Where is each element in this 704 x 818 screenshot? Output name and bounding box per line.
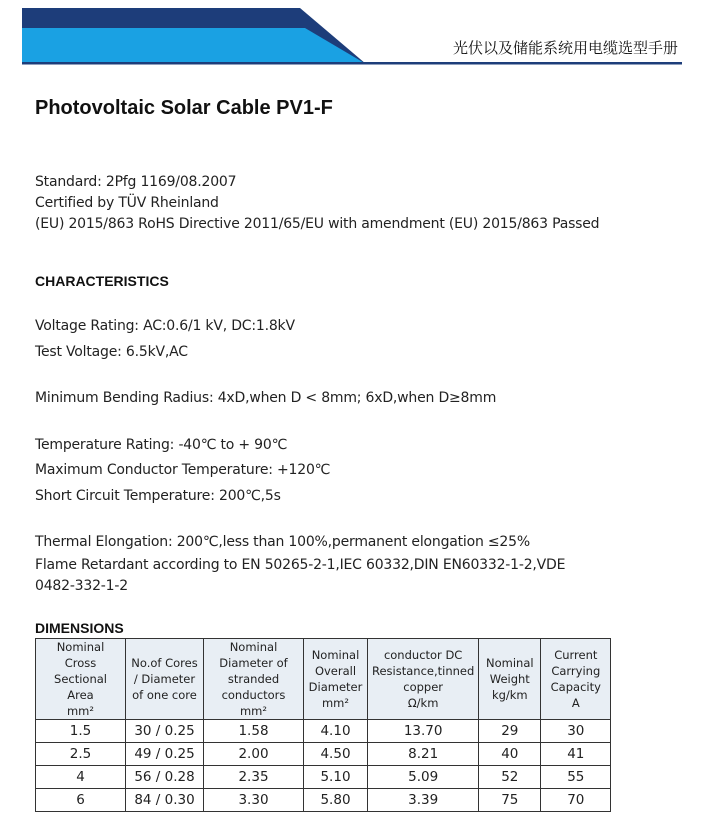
header-text-line: Weight	[489, 672, 530, 686]
header-text-line: conductor DC	[383, 648, 463, 662]
cell-conductor-diameter: 3.30	[204, 789, 304, 812]
temperature-rating: Temperature Rating: -40℃ to + 90℃	[35, 437, 288, 453]
cell-conductor-diameter: 1.58	[204, 720, 304, 743]
table-row	[36, 720, 611, 743]
header-weight	[479, 639, 541, 720]
header-cores-diameter	[126, 639, 204, 720]
header-conductor-diameter	[204, 639, 304, 720]
cell-current-capacity: 70	[541, 789, 611, 812]
header-text-line: Diameter	[308, 680, 363, 694]
header-text-line: mm²	[321, 696, 349, 710]
header-text-line: A	[571, 696, 580, 710]
cell-dc-resistance: 13.70	[368, 720, 479, 743]
voltage-rating: Voltage Rating: AC:0.6/1 kV, DC:1.8kV	[35, 318, 295, 334]
header-text-line: Ω/km	[407, 696, 439, 710]
cell-cross-section: 2.5	[36, 743, 126, 766]
table-row	[36, 766, 611, 789]
cell-current-capacity: 30	[541, 720, 611, 743]
cell-current-capacity: 41	[541, 743, 611, 766]
banner-rule	[22, 62, 682, 65]
header-dc-resistance	[368, 639, 479, 720]
rohs-line: (EU) 2015/863 RoHS Directive 2011/65/EU with amendment (EU) 2015/863 Passed	[35, 216, 600, 232]
header-text-line: Diameter of	[219, 656, 288, 670]
characteristics-heading: CHARACTERISTICS	[35, 273, 169, 289]
header-text-line: Nominal Cross	[56, 640, 105, 670]
cell-weight: 40	[479, 743, 541, 766]
flame-retardant-line-2: 0482-332-1-2	[35, 578, 128, 594]
cell-weight: 29	[479, 720, 541, 743]
test-voltage: Test Voltage: 6.5kV,AC	[35, 344, 188, 360]
header-text-line: stranded	[227, 672, 280, 686]
header-text-line: of one core	[132, 688, 197, 702]
header-text-line: copper	[403, 680, 444, 694]
cell-dc-resistance: 8.21	[368, 743, 479, 766]
header-cross-section	[36, 639, 126, 720]
header-text-line: No.of Cores	[131, 656, 198, 670]
cell-weight: 52	[479, 766, 541, 789]
dimensions-heading: DIMENSIONS	[35, 620, 124, 636]
cell-cores-diameter: 56 / 0.28	[126, 766, 204, 789]
cell-dc-resistance: 3.39	[368, 789, 479, 812]
header-text-line: mm²	[66, 704, 94, 718]
cell-current-capacity: 55	[541, 766, 611, 789]
header-text-line: / Diameter	[133, 672, 196, 686]
dimensions-table	[35, 638, 611, 812]
cell-overall-diameter: 5.10	[304, 766, 368, 789]
cell-cross-section: 6	[36, 789, 126, 812]
header-text-line: conductors	[221, 688, 286, 702]
header-text-line: Resistance,tinned	[372, 664, 475, 678]
max-conductor-temperature: Maximum Conductor Temperature: +120℃	[35, 462, 331, 478]
flame-retardant-line-1: Flame Retardant according to EN 50265-2-1,IEC 60332,DIN EN60332-1-2,VDE	[35, 557, 566, 573]
certification-line: Certified by TÜV Rheinland	[35, 195, 219, 211]
cell-cross-section: 1.5	[36, 720, 126, 743]
cell-overall-diameter: 4.10	[304, 720, 368, 743]
header-text-line: Capacity	[550, 680, 601, 694]
header-banner	[0, 0, 704, 70]
cell-weight: 75	[479, 789, 541, 812]
cell-cross-section: 4	[36, 766, 126, 789]
table-header-row	[36, 639, 611, 720]
page-title: Photovoltaic Solar Cable PV1-F	[35, 97, 333, 119]
bending-radius: Minimum Bending Radius: 4xD,when D < 8mm; 6xD,when D≥8mm	[35, 390, 497, 406]
header-text-line: Overall	[314, 664, 357, 678]
table-row	[36, 743, 611, 766]
standard-line: Standard: 2Pfg 1169/08.2007	[35, 174, 237, 190]
header-text-line: Current	[554, 648, 598, 662]
header-text-line: Nominal	[311, 648, 360, 662]
cell-overall-diameter: 4.50	[304, 743, 368, 766]
header-text-line: Sectional Area	[54, 672, 107, 702]
thermal-elongation: Thermal Elongation: 200℃,less than 100%,permanent elongation ≤25%	[35, 534, 530, 550]
cell-conductor-diameter: 2.35	[204, 766, 304, 789]
cell-cores-diameter: 49 / 0.25	[126, 743, 204, 766]
banner-graphic	[0, 0, 704, 70]
cell-dc-resistance: 5.09	[368, 766, 479, 789]
cell-cores-diameter: 30 / 0.25	[126, 720, 204, 743]
short-circuit-temperature: Short Circuit Temperature: 200℃,5s	[35, 488, 281, 504]
cell-cores-diameter: 84 / 0.30	[126, 789, 204, 812]
cell-conductor-diameter: 2.00	[204, 743, 304, 766]
banner-title: 光伏以及储能系统用电缆选型手册	[452, 39, 678, 57]
header-text-line: Carrying	[551, 664, 601, 678]
header-text-line: kg/km	[491, 688, 528, 702]
header-current-capacity	[541, 639, 611, 720]
cell-overall-diameter: 5.80	[304, 789, 368, 812]
header-text-line: mm²	[239, 704, 267, 718]
header-text-line: Nominal	[486, 656, 534, 670]
header-overall-diameter	[304, 639, 368, 720]
header-text-line: Nominal	[229, 640, 278, 654]
table-row	[36, 789, 611, 812]
